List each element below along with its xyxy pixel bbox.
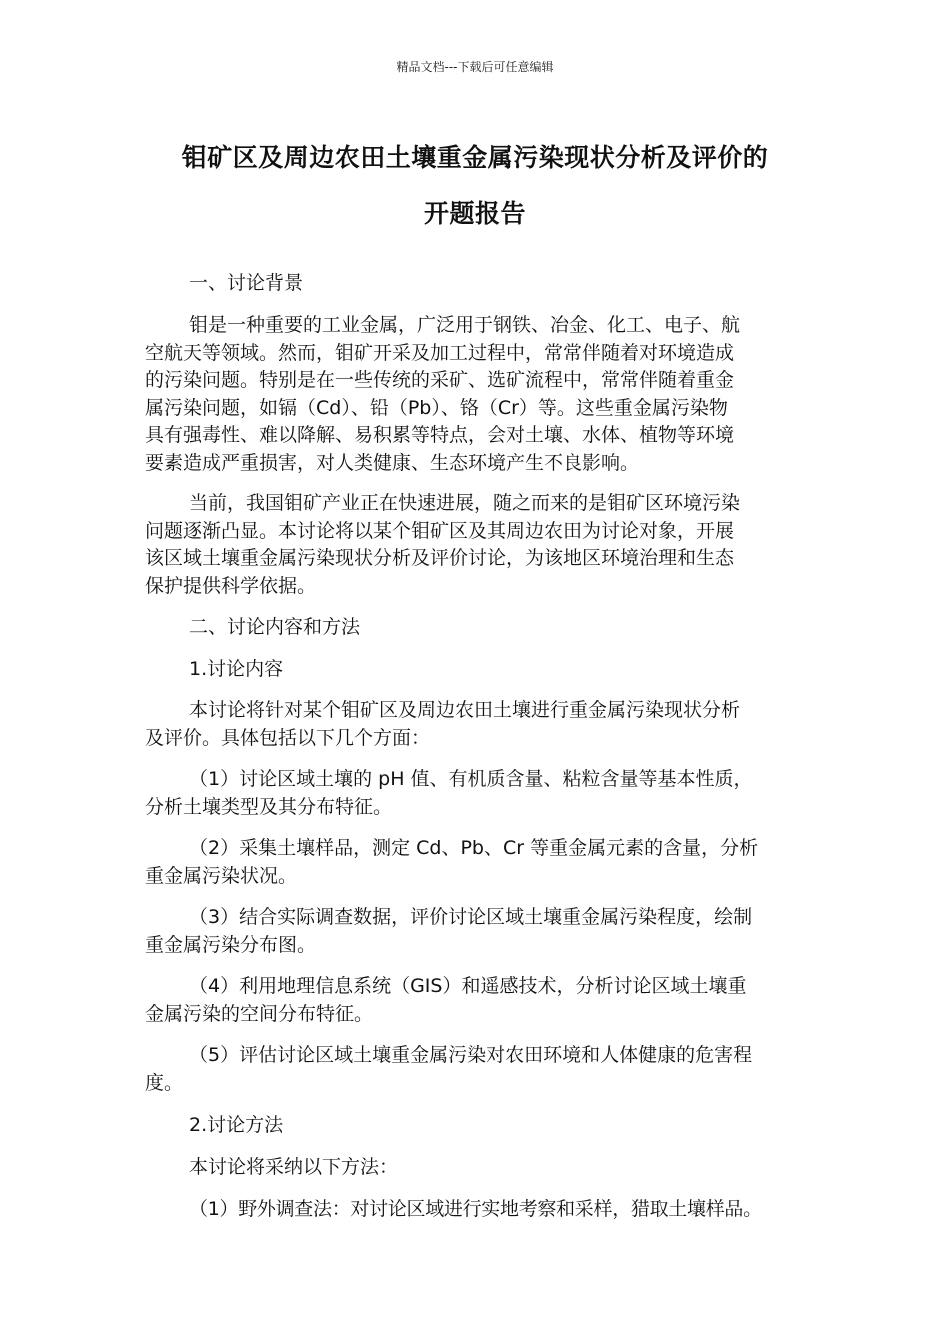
paragraph: 钼是一种重要的工业金属，广泛用于钢铁、冶金、化工、电子、航 空航天等领域。然而，钼矿开采及加工过程中，常常伴随着对环境造成 的污染问题。特别是在一些传统的采矿、选矿流程中，常常伴随着重金 属污染问题，如镉（Cd）、铅（Pb）、铬（Cr）等。这些重金属污染物 具有强毒性、难以降解、易积累等特点，会对土壤、水体、植物等环境 要素造成严重损害，对人类健康、生态环境产生不良影响。 [145,314,741,474]
paragraph: 本讨论将针对某个钼矿区及周边农田土壤进行重金属污染现状分析 及评价。具体包括以下几个方面： [145,699,741,749]
paragraph: 本讨论将采纳以下方法： [189,1156,399,1178]
paragraph: 当前，我国钼矿产业正在快速进展，随之而来的是钼矿区环境污染 问题逐渐凸显。本讨论将以某个钼矿区及其周边农田为讨论对象，开展 该区域土壤重金属污染现状分析及评价讨论，为该地区环境治理和生态 保护提供科学依据。 [145,492,741,597]
section-heading-background: 一、讨论背景 [189,272,304,294]
section-heading-content-methods: 二、讨论内容和方法 [189,616,361,638]
subheading-research-methods: 2.讨论方法 [189,1114,284,1136]
document-title-line-1: 钼矿区及周边农田土壤重金属污染现状分析及评价的 [181,143,769,172]
list-item: （1）讨论区域土壤的 pH 值、有机质含量、粘粒含量等基本性质， 分析土壤类型及其分布特征。 [145,768,753,818]
subheading-research-content: 1.讨论内容 [189,658,284,680]
list-item: （1）野外调查法：对讨论区域进行实地考察和采样，猎取土壤样品。 [189,1198,762,1220]
document-title-line-2: 开题报告 [423,199,526,228]
list-item: （2）采集土壤样品，测定 Cd、Pb、Cr 等重金属元素的含量，分析 重金属污染状况。 [145,837,759,887]
list-item: （3）结合实际调查数据，评价讨论区域土壤重金属污染程度，绘制 重金属污染分布图。 [145,906,753,956]
header-note: 精品文档---下载后可任意编辑 [396,60,554,74]
list-item: （4）利用地理信息系统（GIS）和遥感技术，分析讨论区域土壤重 金属污染的空间分布特征。 [145,975,747,1025]
list-item: （5）评估讨论区域土壤重金属污染对农田环境和人体健康的危害程 度。 [145,1044,753,1094]
